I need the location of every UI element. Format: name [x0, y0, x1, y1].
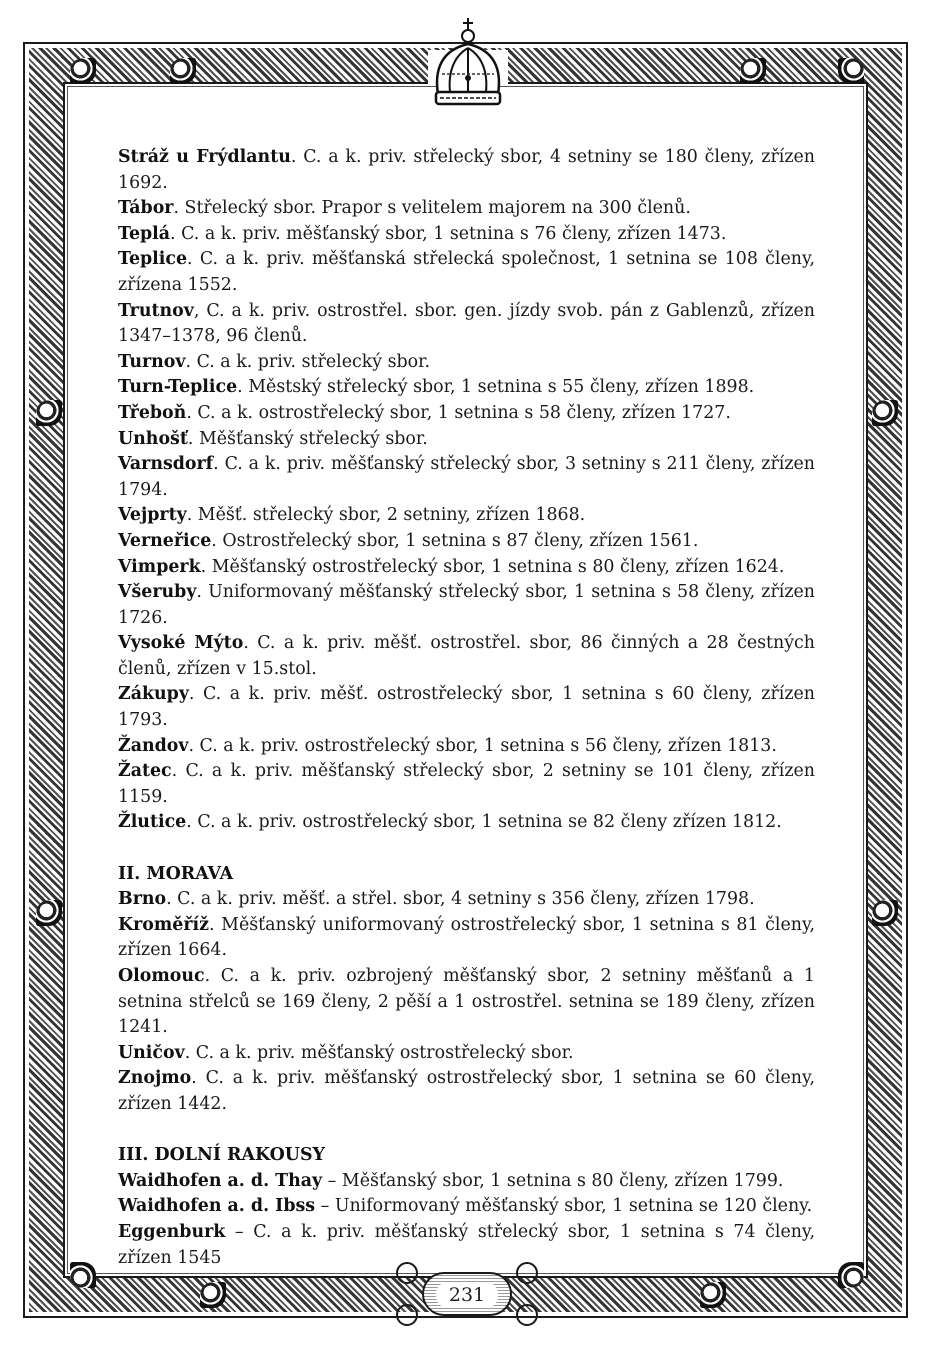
entry-separator: . [200, 556, 212, 577]
entry-description: C. a k. priv. měšťanská střelecká společnost, 1 setnina se 108 členy, zřízena 1552. [118, 249, 815, 295]
leaf-ornament-icon [70, 58, 96, 84]
entry-description: C. a k. priv. měšťanský střelecký sbor, 2 setniny se 101 členy, zřízen 1159. [118, 761, 815, 807]
entry-separator: . [204, 966, 221, 986]
entry-place-name: Varnsdorf [118, 454, 214, 475]
entry-place-name: Vysoké Mýto [118, 633, 244, 654]
entry-place-name: Unhošť [118, 428, 188, 449]
entry-separator: . [209, 914, 222, 935]
list-item [118, 682, 815, 733]
entry-place-name: Trutnov [118, 300, 194, 321]
entry-separator: . [196, 582, 209, 603]
list-item [118, 145, 815, 196]
entry-description: C. a k. priv. ozbrojený měšťanský sbor, 2 setniny měšťanů a 1 setnina střelců se 169 členy, 2 pěší a 1 ostrostřel. setnina se 189 členy, zřízen 1241. [118, 966, 815, 1038]
entry-place-name: Žandov [118, 735, 189, 756]
list-item [118, 375, 815, 401]
entry-separator: . [173, 198, 185, 219]
entry-separator: . [187, 428, 199, 449]
entry-description: C. a k. ostrostřelecký sbor, 1 setnina s 58 členy, zřízen 1727. [197, 402, 731, 423]
entry-place-name: Verneřice [118, 530, 212, 551]
entry-description: C. a k. priv. měšťanský střelecký sbor, 1 setnina s 74 členy, zřízen 1545 [118, 1221, 815, 1268]
leaf-ornament-icon [36, 900, 62, 926]
entry-description: C. a k. priv. střelecký sbor, 4 setniny se 180 členy, zřízen 1692. [118, 147, 815, 193]
entry-separator: . [243, 633, 258, 654]
list-item [118, 1194, 815, 1220]
entry-place-name: Eggenburk [118, 1221, 226, 1242]
entry-description: Střelecký sbor. Prapor s velitelem majorem na 300 členů. [184, 198, 691, 219]
entry-place-name: Teplice [118, 249, 188, 270]
entry-place-name: Brno [118, 889, 167, 910]
entry-place-name: Waidhofen a. d. Ibss [118, 1196, 316, 1217]
page-number-cartouche [392, 1256, 542, 1332]
entry-description: Měšťanský uniformovaný ostrostřelecký sbor, 1 setnina s 81 členy, zřízen 1664. [118, 914, 815, 961]
entry-separator: . [170, 223, 182, 244]
list-item [118, 1169, 815, 1195]
list-item [118, 452, 815, 503]
entry-place-name: Vimperk [118, 556, 201, 577]
entry-description: Měšťanský střelecký sbor. [198, 428, 428, 449]
entry-place-name: Waidhofen a. d. Thay [118, 1170, 323, 1191]
entry-description: Ostrostřelecký sbor, 1 setnina s 87 členy, zřízen 1561. [222, 530, 699, 551]
list-item [118, 631, 815, 682]
entry-description: C. a k. priv. střelecký sbor. [196, 351, 431, 372]
leaf-ornament-icon [872, 900, 898, 926]
scroll-ornament-icon [516, 1262, 538, 1284]
entry-place-name: Teplá [118, 223, 171, 244]
entry-separator: . [237, 377, 249, 398]
scroll-ornament-icon [396, 1304, 418, 1326]
entry-description: Měšťanský ostrostřelecký sbor, 1 setnina s 80 členy, zřízen 1624. [211, 556, 785, 577]
entry-list [118, 887, 815, 1117]
section-morava [118, 862, 815, 1118]
entry-description: C. a k. priv. měšťanský sbor, 1 setnina s 76 členy, zřízen 1473. [181, 223, 727, 244]
entry-description: Městský střelecký sbor, 1 setnina s 55 členy, zřízen 1898. [248, 377, 755, 398]
entry-description: C. a k. priv. ostrostřelecký sbor, 1 setnina se 82 členy zřízen 1812. [197, 812, 782, 833]
entry-description: C. a k. priv. měšťanský ostrostřelecký sbor. [195, 1042, 574, 1063]
entry-description: C. a k. priv. měšťanský ostrostřelecký sbor, 1 setnina se 60 členy, zřízen 1442. [118, 1068, 815, 1114]
list-item [118, 555, 815, 581]
scroll-ornament-icon [396, 1262, 418, 1284]
entry-place-name: Třeboň [118, 402, 187, 423]
list-item [118, 401, 815, 427]
leaf-ornament-icon [838, 58, 864, 84]
entry-description: C. a k. priv. měšť. ostrostřel. sbor, 86 činných a 28 čestných členů, zřízen v 15.stol. [118, 633, 815, 679]
entry-separator: . [188, 735, 200, 756]
entry-separator: . [186, 812, 198, 833]
list-item [118, 580, 815, 631]
list-item [118, 810, 815, 836]
entry-place-name: Žatec [118, 761, 172, 782]
leaf-ornament-icon [170, 58, 196, 84]
entry-place-name: Žlutice [118, 812, 187, 833]
entry-description: Uniformovaný měšťanský střelecký sbor, 1 setnina s 58 členy, zřízen 1726. [118, 582, 815, 628]
list-item [118, 196, 815, 222]
entry-separator: . [171, 761, 186, 782]
list-item [118, 913, 815, 964]
entry-place-name: Vejprty [118, 505, 187, 526]
list-item [118, 887, 815, 913]
section-dolni-rakousy [118, 1143, 815, 1271]
entry-separator: . [213, 454, 225, 475]
section-heading: III. DOLNÍ RAKOUSY [118, 1145, 325, 1166]
entry-separator: . [184, 1042, 196, 1063]
entry-separator: . [188, 684, 203, 705]
list-item [118, 1041, 815, 1067]
list-item [118, 427, 815, 453]
page-number: 231 [448, 1284, 486, 1306]
entry-description: C. a k. priv. měšťanský střelecký sbor, 3 setniny s 211 členy, zřízen 1794. [118, 454, 815, 500]
entry-place-name: Olomouc [118, 966, 205, 986]
section-bohemia [118, 145, 815, 836]
crown-icon [428, 14, 508, 114]
leaf-ornament-icon [838, 1262, 864, 1288]
entry-description: C. a k. priv. měšť. ostrostřelecký sbor, 1 setnina s 60 členy, zřízen 1793. [118, 684, 815, 731]
entry-list [118, 145, 815, 836]
list-item [118, 964, 815, 1041]
document-body [118, 145, 815, 1271]
entry-description: Uniformovaný měšťanský sbor, 1 setnina se 120 členy. [334, 1196, 813, 1217]
list-item [118, 503, 815, 529]
entry-place-name: Tábor [118, 198, 174, 219]
entry-place-name: Všeruby [118, 582, 197, 603]
entry-description: Měšť. střelecký sbor, 2 setniny, zřízen 1868. [197, 505, 586, 526]
leaf-ornament-icon [872, 400, 898, 426]
entry-separator: , [193, 300, 207, 321]
entry-description: C. a k. priv. ostrostřel. sbor. gen. jízdy svob. pán z Gablenzů, zřízen 1347–1378, 96 členů. [118, 300, 815, 347]
entry-place-name: Turnov [118, 351, 186, 372]
entry-place-name: Stráž u Frýdlantu [118, 147, 291, 167]
entry-place-name: Turn-Teplice [118, 377, 238, 398]
entry-separator: – [322, 1170, 342, 1191]
leaf-ornament-icon [70, 1262, 96, 1288]
entry-description: C. a k. priv. měšť. a střel. sbor, 4 setniny s 356 členy, zřízen 1798. [177, 889, 755, 910]
entry-separator: . [186, 505, 198, 526]
entry-separator: – [225, 1221, 254, 1242]
entry-separator: . [191, 1068, 206, 1089]
scroll-ornament-icon [516, 1304, 538, 1326]
section-heading: II. MORAVA [118, 863, 234, 884]
entry-place-name: Uničov [118, 1042, 185, 1063]
list-item [118, 734, 815, 760]
entry-place-name: Kroměříž [118, 914, 209, 935]
leaf-ornament-icon [700, 1282, 726, 1308]
entry-separator: . [186, 402, 198, 423]
list-item [118, 759, 815, 810]
list-item [118, 299, 815, 350]
entry-separator: . [166, 889, 178, 910]
entry-separator: – [315, 1196, 335, 1217]
entry-separator: . [290, 147, 304, 167]
entry-separator: . [185, 351, 197, 372]
list-item [118, 529, 815, 555]
list-item [118, 222, 815, 248]
leaf-ornament-icon [200, 1282, 226, 1308]
entry-description: Měšťanský sbor, 1 setnina s 80 členy, zřízen 1799. [341, 1170, 784, 1191]
list-item [118, 247, 815, 298]
list-item [118, 1066, 815, 1117]
leaf-ornament-icon [740, 58, 766, 84]
entry-separator: . [187, 249, 200, 270]
leaf-ornament-icon [36, 400, 62, 426]
list-item [118, 350, 815, 376]
entry-separator: . [211, 530, 223, 551]
entry-description: C. a k. priv. ostrostřelecký sbor, 1 setnina s 56 členy, zřízen 1813. [199, 735, 777, 756]
entry-place-name: Znojmo [118, 1068, 192, 1089]
entry-place-name: Zákupy [118, 684, 189, 705]
